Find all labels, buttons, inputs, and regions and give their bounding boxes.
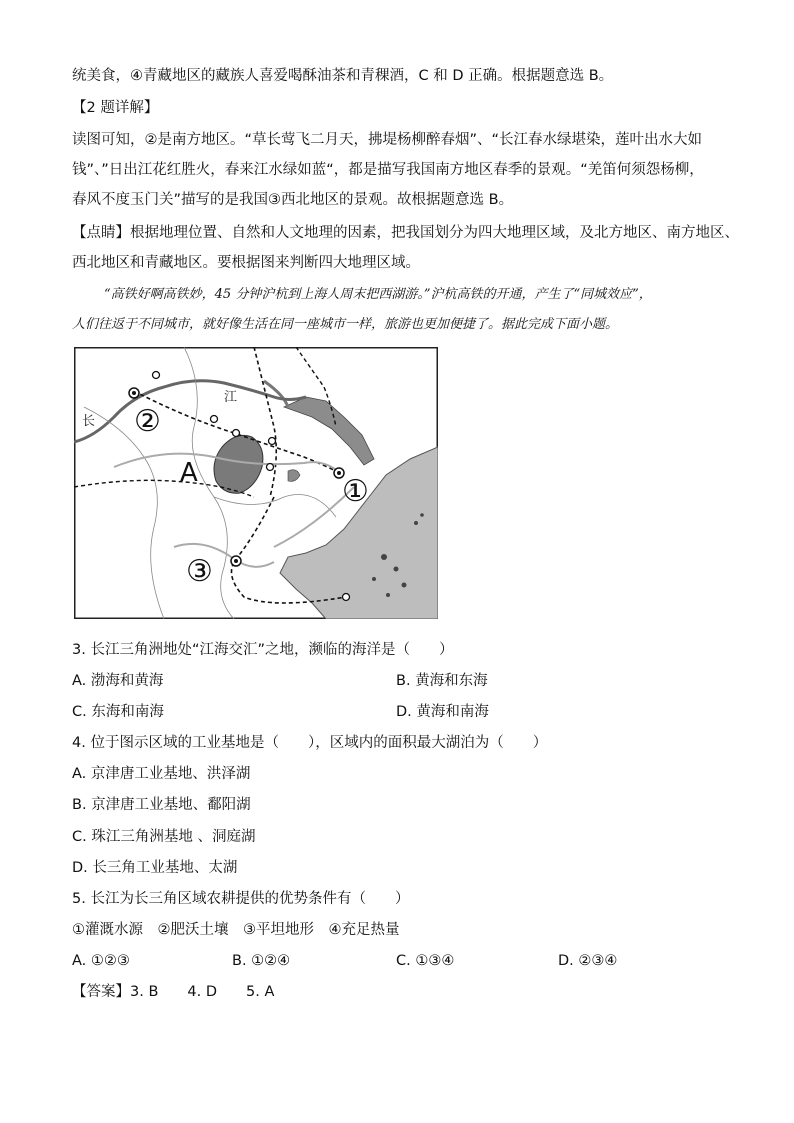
tips-line-1 [72, 223, 739, 243]
map-label-chang: 长 [82, 414, 96, 429]
map-label-a: A [180, 458, 198, 488]
question-4-option-d: D. 长三角工业基地、太湖 [72, 860, 238, 876]
question-3-option-b: B. 黄海和东海 [396, 673, 488, 689]
explanation-2-header: 【2 题详解】 [72, 100, 159, 116]
explanation-2-line: 春风不度玉门关”描写的是我国③西北地区的景观。故根据题意选 B。 [72, 192, 514, 208]
yangtze-delta-map [74, 347, 438, 619]
map-marker-3: ③ [186, 554, 213, 589]
question-4-option-a: A. 京津唐工业基地、洪泽湖 [72, 766, 251, 782]
answer-label: 【答案】 [72, 984, 130, 1000]
question-5-statements: ①灌溉水源 ②肥沃土壤 ③平坦地形 ④充足热量 [72, 922, 400, 938]
question-3-option-d: D. 黄海和南海 [396, 704, 489, 720]
map-label-jiang: 江 [224, 390, 238, 405]
explanation-1-tail: 统美食，④青藏地区的藏族人喜爱喝酥油茶和青稞酒，C 和 D 正确。根据题意选 B。 [72, 68, 614, 84]
passage-line: 人们往返于不同城市，就好像生活在同一座城市一样，旅游也更加便捷了。据此完成下面小题。 [72, 317, 619, 332]
question-3-option-a: A. 渤海和黄海 [72, 673, 164, 689]
explanation-2-line: 读图可知，②是南方地区。“草长莺飞二月天，拂堤杨柳醉春烟”、“长江春水绿堪染，莲叶出水大如 [72, 132, 703, 148]
question-4-option-b: B. 京津唐工业基地、鄱阳湖 [72, 797, 251, 813]
question-5-option-d: D. ②③④ [558, 953, 618, 969]
question-3-option-c: C. 东海和南海 [72, 704, 164, 720]
question-4-stem: 4. 位于图示区域的工业基地是（ ），区域内的面积最大湖泊为（ ） [72, 735, 548, 751]
question-4-option-c: C. 珠江三角洲基地 、洞庭湖 [72, 829, 256, 845]
tips-label: 【点睛】 [72, 225, 130, 241]
question-5-stem: 5. 长江为长三角区域农耕提供的优势条件有（ ） [72, 891, 410, 907]
map-marker-2: ② [134, 404, 161, 439]
answer-values: 3. B 4. D 5. A [130, 984, 275, 1000]
question-5-option-b: B. ①②④ [232, 953, 291, 969]
tips-text: 根据地理位置、自然和人文地理的因素，把我国划分为四大地理区域，及北方地区、南方地区、 [130, 225, 739, 241]
question-5-option-a: A. ①②③ [72, 953, 130, 969]
tips-line-2: 西北地区和青藏地区。要根据图来判断四大地理区域。 [72, 255, 420, 271]
explanation-2-line: 钱”、”日出江花红胜火，春来江水绿如蓝“，都是描写我国南方地区春季的景观。“羌笛何须怨杨柳， [72, 162, 704, 178]
answers-line [72, 982, 274, 1002]
map-marker-1: ① [342, 474, 369, 509]
passage-line: “高铁好啊高铁妙，45 分钟沪杭到上海人周末把西湖游。”沪杭高铁的开通，产生了“同城效应”， [104, 287, 652, 302]
question-5-option-c: C. ①③④ [396, 953, 455, 969]
question-3-stem: 3. 长江三角洲地处“江海交汇”之地，濒临的海洋是（ ） [72, 642, 454, 658]
